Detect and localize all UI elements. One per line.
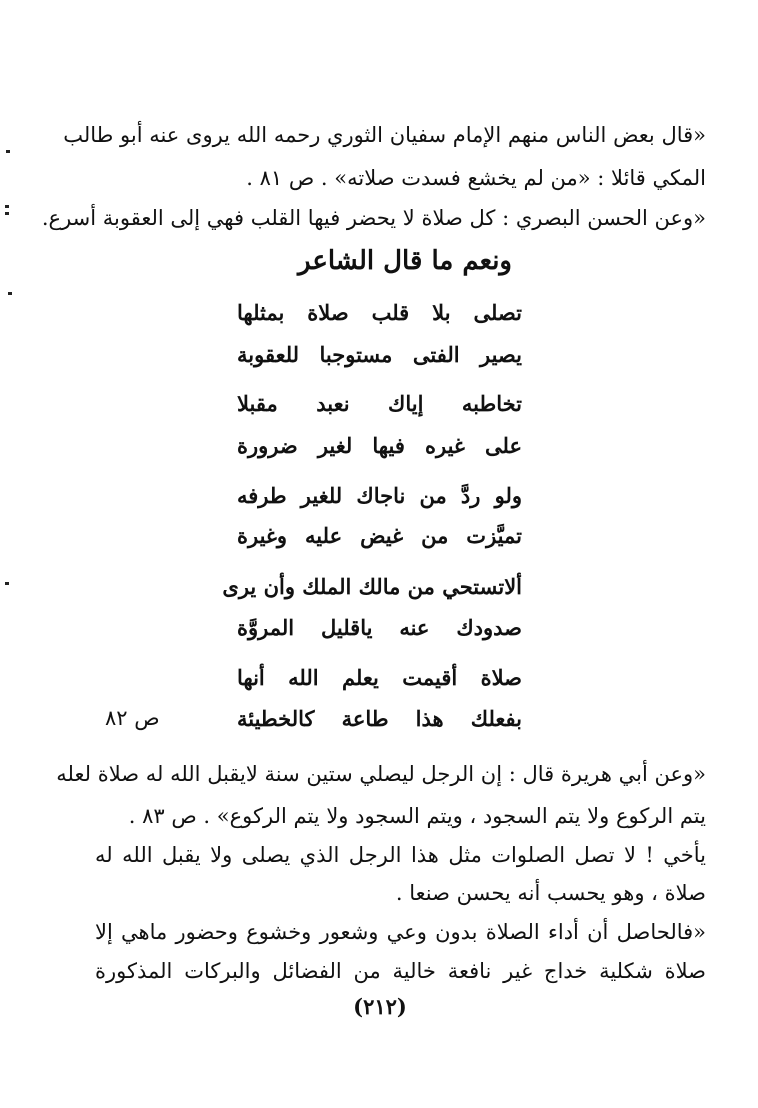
paragraph-hasan: «وعن الحسن البصري : كل صلاة لا يحضر فيها القلب فهي إلى العقوبة أسرع. [41, 206, 706, 230]
verse-line-8: صدودك عنه ياقليل المروَّة [237, 615, 522, 640]
paragraph-conclusion-line-1: «فالحاصل أن أداء الصلاة بدون وعي وشعور وخشوع وحضور ماهي إلا [95, 920, 706, 944]
paragraph-conclusion-line-2: صلاة شكلية خداج غير نافعة خالية من الفضائل والبركات المذكورة [95, 959, 706, 983]
margin-speck [6, 150, 10, 153]
paragraph-sufyan-line-1: «قال بعض الناس منهم الإمام سفيان الثوري رحمه الله يروى عنه أبو طالب [63, 123, 706, 147]
verse-line-2: يصير الفتى مستوجبا للعقوبة [237, 342, 522, 367]
paragraph-brother-line-1: يأخي ! لا تصل الصلوات مثل هذا الرجل الذي يصلى ولا يقبل الله له [95, 843, 706, 867]
verse-line-3: تخاطبه إياك نعبد مقبلا [237, 391, 522, 416]
verse-line-10: بفعلك هذا طاعة كالخطيئة [237, 706, 522, 731]
verse-line-4: على غيره فيها لغير ضرورة [237, 433, 522, 458]
page-reference-82: ص ٨٢ [105, 706, 160, 730]
paragraph-brother-line-2: صلاة ، وهو يحسب أنه يحسن صنعا . [395, 881, 706, 905]
verse-line-7: ألاتستحي من مالك الملك وأن يرى [222, 574, 522, 599]
verse-line-9: صلاة أقيمت يعلم الله أنها [237, 665, 522, 690]
verse-line-6: تميَّزت من غيض عليه وغيرة [237, 523, 522, 548]
paragraph-abu-hurayra-line-1: «وعن أبي هريرة قال : إن الرجل ليصلي ستين سنة لايقبل الله له صلاة لعله [56, 762, 706, 786]
paragraph-abu-hurayra-line-2: يتم الركوع ولا يتم السجود ، ويتم السجود ولا يتم الركوع» . ص ٨٣ . [128, 804, 706, 828]
page-number: (٢١٢) [353, 994, 407, 1019]
margin-speck [8, 292, 12, 295]
verse-line-5: ولو ردَّ من ناجاك للغير طرفه [237, 483, 522, 508]
margin-speck [5, 582, 9, 585]
poet-heading: ونعم ما قال الشاعر [297, 246, 512, 276]
margin-speck [5, 205, 9, 208]
paragraph-sufyan-line-2: المكي قائلا : «من لم يخشع فسدت صلاته» . ص ٨١ . [246, 166, 706, 190]
verse-line-1: تصلى بلا قلب صلاة بمثلها [237, 300, 522, 325]
margin-speck [5, 212, 9, 215]
